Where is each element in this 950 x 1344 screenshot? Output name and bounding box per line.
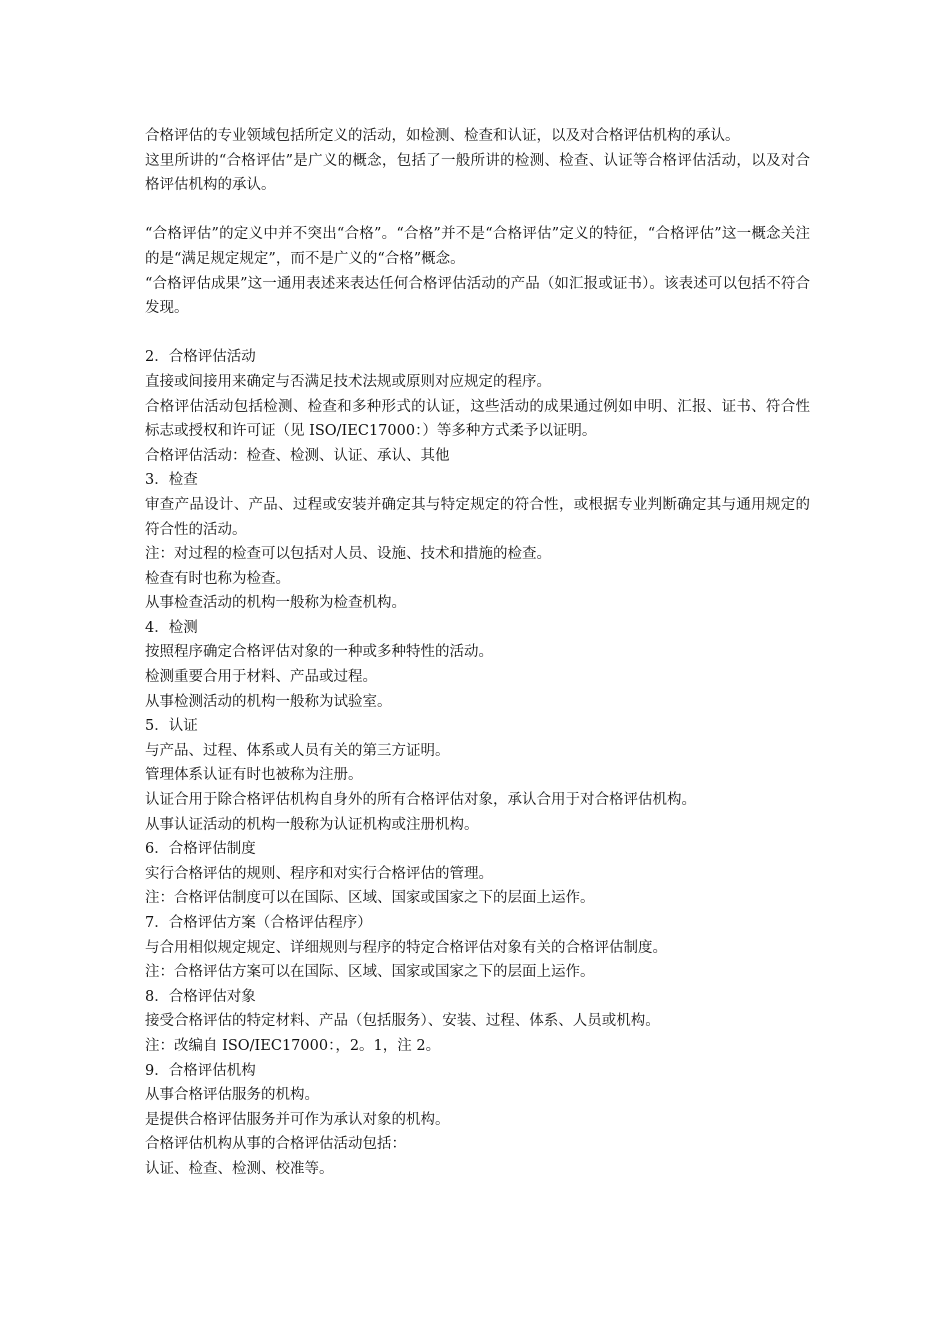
paragraph-activities-list: 合格评估活动：检查、检测、认证、承认、其他 — [145, 447, 450, 464]
paragraph-certification-body: 从事认证活动的机构一般称为认证机构或注册机构。 — [145, 816, 479, 833]
paragraph-body-definition: 从事合格评估服务的机构。 — [145, 1087, 319, 1104]
paragraph-inspection-definition: 审查产品设计、产品、过程或安装并确定其与特定规定的符合性，或根据专业判断确定其与通用规定的符合性的活动。 — [145, 496, 810, 538]
paragraph-inspection-body: 从事检查活动的机构一般称为检查机构。 — [145, 595, 406, 612]
paragraph-body-activities-list: 认证、检查、检测、校准等。 — [145, 1160, 334, 1177]
paragraph-broad-concept: 这里所讲的“合格评估”是广义的概念，包括了一般所讲的检测、检查、认证等合格评估活动，以及对合格评估机构的承认。 — [145, 152, 810, 194]
document-page — [145, 124, 810, 1182]
heading-system: 6．合格评估制度 — [145, 841, 256, 858]
paragraph-system-definition: 实行合格评估的规则、程序和对实行合格评估的管理。 — [145, 865, 493, 882]
heading-testing: 4．检测 — [145, 619, 198, 636]
paragraph-object-note: 注：改编自 ISO/IEC17000：，2。1，注 2。 — [145, 1037, 441, 1054]
heading-body: 9．合格评估机构 — [145, 1062, 256, 1079]
paragraph-scheme-note: 注：合格评估方案可以在国际、区域、国家或国家之下的层面上运作。 — [145, 964, 595, 981]
paragraph-activities-definition: 直接或间接用来确定与否满足技术法规或原则对应规定的程序。 — [145, 373, 551, 390]
paragraph-inspection-alias: 检查有时也称为检查。 — [145, 570, 290, 587]
blank-line — [145, 321, 810, 346]
paragraph-activities-scope: 合格评估活动包括检测、检查和多种形式的认证，这些活动的成果通过例如申明、汇报、证书、符合性标志或授权和许可证（见 ISO/IEC17000：）等多种方式柔予以证明。 — [145, 398, 810, 440]
paragraph-testing-scope: 检测重要合用于材料、产品或过程。 — [145, 669, 377, 686]
paragraph-body-activities: 合格评估机构从事的合格评估活动包括： — [145, 1136, 406, 1153]
paragraph-certification-definition: 与产品、过程、体系或人员有关的第三方证明。 — [145, 742, 450, 759]
paragraph-body-accreditation: 是提供合格评估服务并可作为承认对象的机构。 — [145, 1111, 450, 1128]
paragraph-certification-alias: 管理体系认证有时也被称为注册。 — [145, 767, 363, 784]
heading-certification: 5．认证 — [145, 718, 198, 735]
heading-activities: 2．合格评估活动 — [145, 349, 256, 366]
paragraph-scope: 合格评估的专业领域包括所定义的活动，如检测、检查和认证，以及对合格评估机构的承认。 — [145, 128, 740, 144]
heading-scheme: 7．合格评估方案（合格评估程序） — [145, 915, 372, 931]
paragraph-certification-scope: 认证合用于除合格评估机构自身外的所有合格评估对象，承认合用于对合格评估机构。 — [145, 792, 696, 809]
paragraph-inspection-note: 注：对过程的检查可以包括对人员、设施、技术和措施的检查。 — [145, 546, 551, 563]
paragraph-definition-note: “合格评估”的定义中并不突出“合格”。“合格”并不是“合格评估”定义的特征，“合格评估”这一概念关注的是“满足规定规定”，而不是广义的“合格”概念。 — [145, 226, 810, 267]
paragraph-testing-body: 从事检测活动的机构一般称为试验室。 — [145, 693, 392, 710]
heading-inspection: 3．检查 — [145, 472, 198, 489]
heading-object: 8．合格评估对象 — [145, 988, 256, 1005]
paragraph-object-definition: 接受合格评估的特定材料、产品（包括服务）、安装、过程、体系、人员或机构。 — [145, 1013, 660, 1030]
paragraph-results-note: “合格评估成果”这一通用表述来表达任何合格评估活动的产品（如汇报或证书）。该表述可以包括不符合发现。 — [145, 275, 810, 317]
paragraph-testing-definition: 按照程序确定合格评估对象的一种或多种特性的活动。 — [145, 644, 493, 661]
paragraph-scheme-definition: 与合用相似规定规定、详细规则与程序的特定合格评估对象有关的合格评估制度。 — [145, 939, 667, 956]
paragraph-system-note: 注：合格评估制度可以在国际、区域、国家或国家之下的层面上运作。 — [145, 890, 595, 907]
blank-line — [145, 198, 810, 223]
